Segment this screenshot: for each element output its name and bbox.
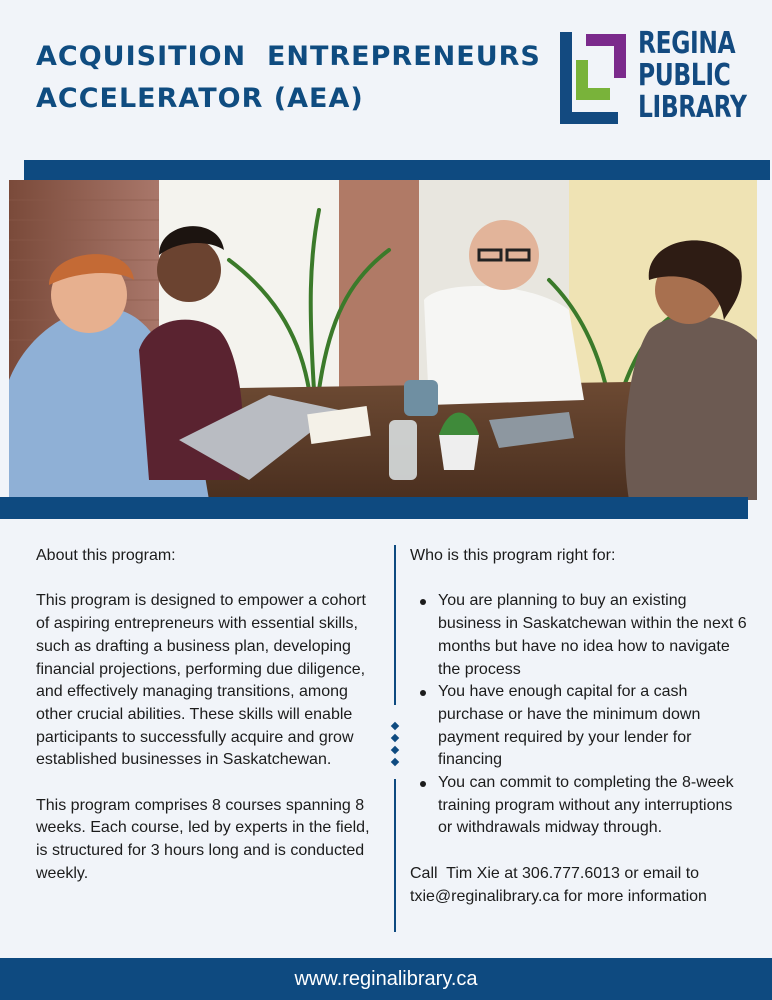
audience-list (410, 590, 750, 840)
divider-dot (391, 722, 399, 730)
column-divider-top (394, 545, 396, 705)
about-heading: About this program: (36, 547, 176, 564)
title-line-1: ACQUISITION ENTREPRENEURS (36, 41, 541, 72)
audience-section (410, 545, 750, 908)
website-link[interactable]: www.reginalibrary.ca (294, 968, 478, 990)
list-item: You are planning to buy an existing business in Saskatchewan within the next 6 months but have no idea how to navigate the process (438, 590, 750, 681)
library-logo-mark (558, 30, 634, 130)
divider-dot (391, 746, 399, 754)
column-divider-bottom (394, 779, 396, 932)
about-paragraph-1: This program is designed to empower a cohort of aspiring entrepreneurs with essential skills, such as drafting a business plan, developing financial projections, performing due diligence, and effectively managing transitions, among other crucial abilities. These skills will enable participants to successfully acquire and grow established businesses in Saskatchewan. (36, 592, 366, 769)
contact-info: Call Tim Xie at 306.777.6013 or email to txie@reginalibrary.ca for more information (410, 864, 707, 905)
list-item: You have enough capital for a cash purchase or have the minimum down payment required by your lender for financing (438, 681, 750, 772)
meeting-photo (9, 180, 757, 500)
about-paragraph-2: This program comprises 8 courses spanning 8 weeks. Each course, led by experts in the field, is structured for 3 hours long and is conducted weekly. (36, 796, 370, 882)
list-item: You can commit to completing the 8-week training program without any interruptions or withdrawals midway through. (438, 772, 750, 840)
title-line-2: ACCELERATOR (AEA) (36, 83, 364, 114)
library-logo (558, 26, 748, 130)
page-title (36, 36, 556, 120)
photo-accent-bar (0, 497, 748, 519)
footer-bar (0, 958, 772, 1000)
divider-dot (391, 758, 399, 766)
audience-heading: Who is this program right for: (410, 547, 616, 564)
divider-dot (391, 734, 399, 742)
top-accent-bar (24, 160, 770, 180)
library-logo-wordmark: REGINA PUBLIC LIBRARY (638, 26, 747, 125)
about-section (36, 545, 372, 886)
